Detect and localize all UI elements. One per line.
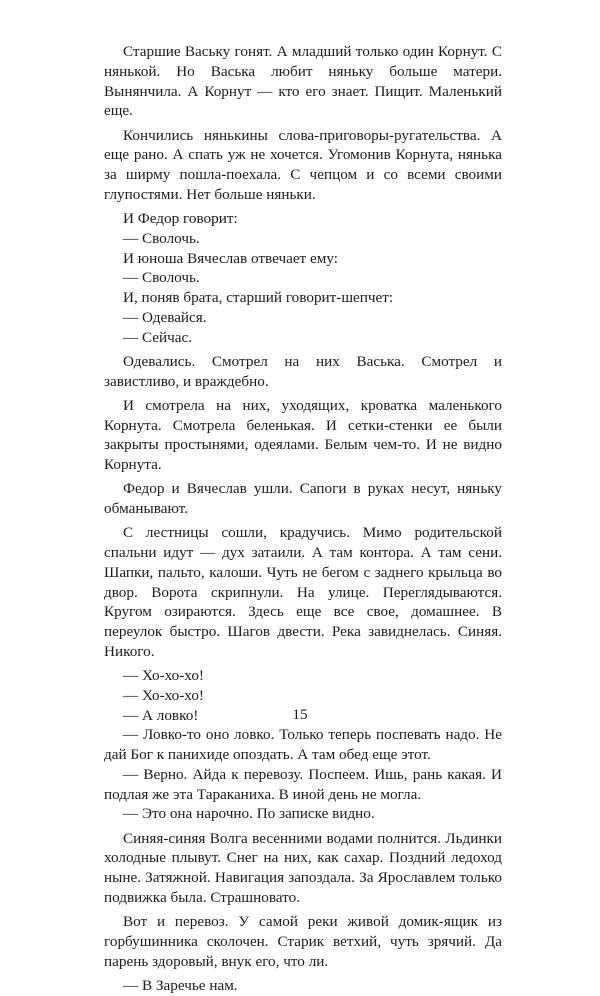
paragraph: Синяя-синяя Волга весенними водами полнится. Льдинки холодные плывут. Снег на них, как сахар. Поздний ледоход ныне. Затяжной. Навигация запоздала. За Ярославлем только подвижка была. Страшновато. [104, 829, 502, 906]
dialogue-line: И юноша Вячеслав отвечает ему: [123, 249, 338, 267]
dialogue-line: — Хо-хо-хо! [123, 667, 204, 684]
dialogue-line: — Сейчас. [123, 328, 193, 346]
dialogue-line: — Сволочь. [123, 229, 200, 247]
paragraph: Федор и Вячеслав ушли. Сапоги в руках несут, няньку обманывают. [104, 480, 502, 517]
dialogue-line: — Ловко-то оно ловко. Только теперь поспевать надо. Не дай Бог к панихиде опоздать. А там обед еще этот. [104, 726, 502, 763]
paragraph: Вот и перевоз. У самой реки живой домик-ящик из горбушинника сколочен. Старик ветхий, чуть зрячий. Да парень здоровый, внук его, что ли. [104, 913, 502, 970]
dialogue-line: И Федор говорит: [123, 210, 238, 227]
paragraph: С лестницы сошли, крадучись. Мимо родительской спальни идут — дух затаили. А там контора. А там сени. Шапки, пальто, калоши. Чуть не бегом с заднего крыльца во двор. Ворота скрипнули. На улице. Переглядываются. Кругом озираются. Здесь еще все свое, домашнее. В переулок быстро. Шагов двести. Река завиднелась. Синяя. Никого. [104, 524, 502, 660]
body-text [104, 42, 502, 996]
page-number: 15 [292, 706, 308, 723]
dialogue-line: — В Заречье нам. [123, 976, 238, 994]
paragraph: Одевались. Смотрел на них Васька. Смотрел и завистливо, и враждебно. [104, 352, 502, 390]
dialogue-line: — Сволочь. [123, 269, 200, 287]
paragraph: Кончились нянькины слова-приговоры-ругательства. А еще рано. А спать уж не хочется. Угомонив Корнута, нянька за ширму пошла-поехала. С чепцом и со всеми своими глупостями. Нет больше няньки. [104, 126, 502, 203]
dialogue-line: И, поняв брата, старший говорит-шепчет: [123, 289, 394, 306]
dialogue-line: — А ловко! [123, 706, 199, 724]
paragraph: Старшие Ваську гонят. А младший только один Корнут. С нянькой. Но Васька любит няньку больше матери. Вынянчила. А Корнут — кто его знает. Пищит. Маленький еще. [104, 43, 502, 120]
dialogue-line: — Верно. Айда к перевозу. Поспеем. Ишь, рань какая. И подлая же эта Тараканиха. В иной день не могла. [104, 765, 502, 803]
dialogue-line: — Это она нарочно. По записке видно. [123, 805, 375, 823]
dialogue-line: — Хо-хо-хо! [123, 686, 204, 704]
paragraph: И смотрела на них, уходящих, кроватка маленького Корнута. Смотрела беленькая. И сетки-стенки ее были закрыты простынями, одеялами. Белым чем-то. И не видно Корнута. [104, 396, 502, 473]
dialogue-line: — Одевайся. [123, 308, 207, 326]
